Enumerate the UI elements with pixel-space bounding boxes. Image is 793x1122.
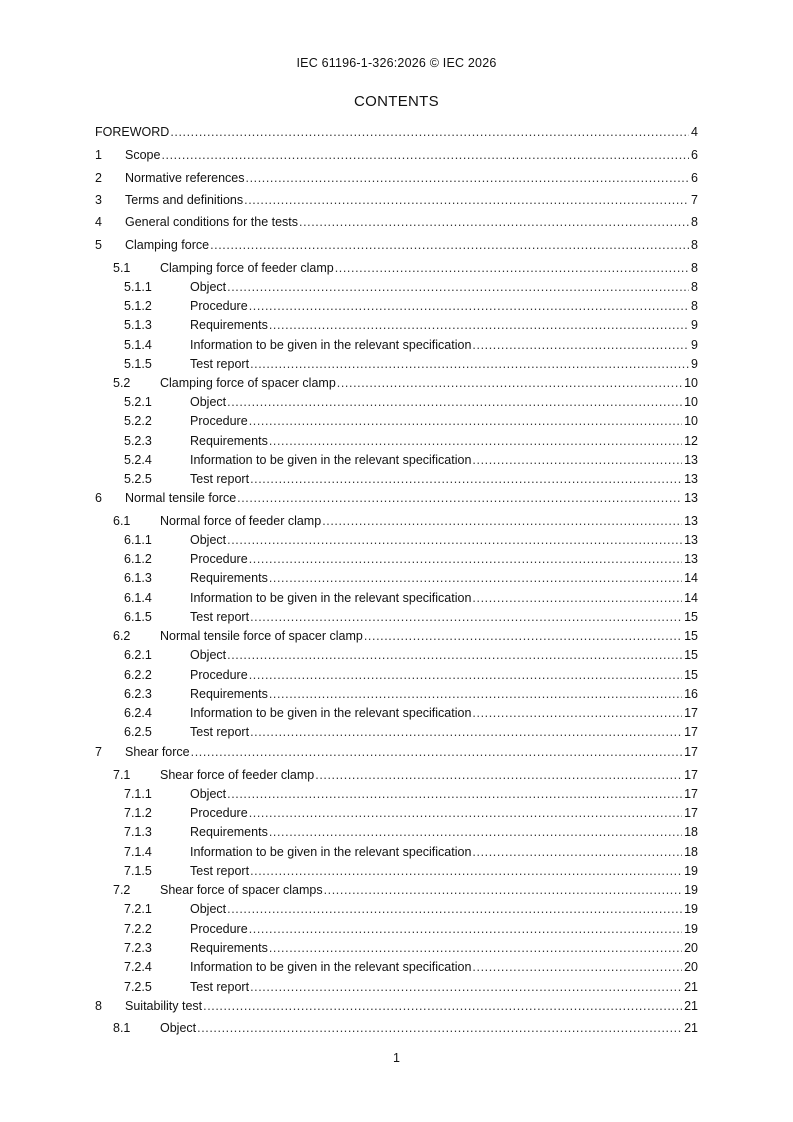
toc-leader-dots	[203, 997, 682, 1015]
toc-entry-number: 7.1.2	[124, 806, 152, 820]
toc-entry[interactable]	[95, 412, 698, 430]
toc-entry-page: 8	[691, 299, 698, 313]
toc-entry-page: 8	[691, 280, 698, 294]
toc-entry-number: 6.1.3	[124, 571, 152, 585]
toc-entry-label: Procedure	[190, 806, 248, 820]
toc-entry[interactable]	[95, 804, 698, 822]
toc-entry-number: 7.1.3	[124, 825, 152, 839]
toc-leader-dots	[249, 666, 682, 684]
toc-entry-number: 7.2.1	[124, 902, 152, 916]
toc-entry-label: Requirements	[190, 318, 268, 332]
toc-leader-dots	[472, 451, 682, 469]
toc-entry-number: 6.2.5	[124, 725, 152, 739]
toc-entry-page: 6	[691, 148, 698, 162]
toc-leader-dots	[269, 685, 682, 703]
toc-entry-page: 8	[691, 238, 698, 252]
toc-leader-dots	[472, 704, 682, 722]
toc-entry-label: Test report	[190, 472, 250, 486]
toc-entry-number: 5.2.5	[124, 472, 152, 486]
toc-entry-label: Requirements	[190, 687, 268, 701]
document-header: IEC 61196-1-326:2026 © IEC 2026	[296, 56, 497, 70]
toc-entry-page: 21	[684, 1021, 698, 1035]
toc-entry-page: 17	[684, 768, 698, 782]
toc-entry[interactable]	[95, 236, 698, 254]
toc-entry-label: Object	[190, 395, 227, 409]
toc-leader-dots	[249, 920, 682, 938]
toc-leader-dots	[269, 939, 682, 957]
toc-leader-dots	[269, 432, 682, 450]
toc-leader-dots	[227, 785, 682, 803]
toc-entry-page: 21	[684, 999, 698, 1013]
toc-leader-dots	[250, 608, 682, 626]
toc-entry-number: 7.1.5	[124, 864, 152, 878]
toc-leader-dots	[246, 169, 690, 187]
toc-entry-label: Information to be given in the relevant specification	[190, 706, 472, 720]
toc-leader-dots	[269, 569, 682, 587]
toc-entry-page: 8	[691, 215, 698, 229]
toc-leader-dots	[227, 900, 682, 918]
toc-entry[interactable]	[95, 666, 698, 684]
toc-entry[interactable]	[95, 169, 698, 187]
toc-entry-number: 7.2.5	[124, 980, 152, 994]
toc-entry-number: 5.1.5	[124, 357, 152, 371]
toc-entry-number: 6.2.3	[124, 687, 152, 701]
toc-entry-label: Test report	[190, 725, 250, 739]
toc-entry-number: 7.2.2	[124, 922, 152, 936]
toc-leader-dots	[269, 823, 682, 841]
toc-entry[interactable]	[95, 862, 698, 880]
toc-entry-page: 17	[684, 706, 698, 720]
toc-entry-page: 8	[691, 261, 698, 275]
toc-entry-label: Procedure	[190, 552, 248, 566]
toc-entry-label: Test report	[190, 357, 250, 371]
toc-entry-page: 4	[691, 125, 698, 139]
toc-entry-label: Normal tensile force	[125, 491, 237, 505]
toc-leader-dots	[299, 213, 689, 231]
toc-entry[interactable]	[95, 470, 698, 488]
toc-entry-label: Requirements	[190, 941, 268, 955]
toc-entry-page: 14	[684, 591, 698, 605]
toc-leader-dots	[249, 297, 689, 315]
toc-leader-dots	[237, 489, 682, 507]
toc-entry-page: 9	[691, 318, 698, 332]
toc-entry[interactable]	[95, 843, 698, 861]
toc-entry[interactable]	[95, 627, 698, 645]
toc-entry[interactable]	[95, 685, 698, 703]
toc-entry-page: 21	[684, 980, 698, 994]
toc-entry-number: 7.1	[113, 768, 131, 782]
toc-leader-dots	[324, 881, 683, 899]
toc-entry-label: Shear force	[125, 745, 190, 759]
toc-entry-label: FOREWORD	[95, 125, 170, 139]
toc-entry-number: 5.1.3	[124, 318, 152, 332]
toc-entry-number: 5.1.4	[124, 338, 152, 352]
toc-entry-number: 7.2	[113, 883, 131, 897]
toc-leader-dots	[364, 627, 682, 645]
toc-leader-dots	[335, 259, 689, 277]
toc-entry-number: 5.2.4	[124, 453, 152, 467]
toc-entry-label: Requirements	[190, 434, 268, 448]
toc-entry-number: 7.1.4	[124, 845, 152, 859]
toc-entry-number: 6.2.2	[124, 668, 152, 682]
toc-entry[interactable]	[95, 978, 698, 996]
toc-entry-page: 17	[684, 787, 698, 801]
toc-entry-number: 1	[95, 148, 102, 162]
toc-entry[interactable]	[95, 608, 698, 626]
toc-entry[interactable]	[95, 336, 698, 354]
toc-entry-number: 5	[95, 238, 102, 252]
toc-entry-page: 7	[691, 193, 698, 207]
toc-entry[interactable]	[95, 743, 698, 761]
toc-entry[interactable]	[95, 785, 698, 803]
toc-entry[interactable]	[95, 920, 698, 938]
toc-leader-dots	[249, 804, 682, 822]
toc-entry[interactable]	[95, 278, 698, 296]
toc-entry-label: General conditions for the tests	[125, 215, 299, 229]
toc-entry-page: 13	[684, 533, 698, 547]
toc-entry-page: 19	[684, 922, 698, 936]
toc-entry-label: Object	[190, 533, 227, 547]
toc-entry-label: Normal tensile force of spacer clamp	[160, 629, 363, 643]
toc-leader-dots	[337, 374, 682, 392]
toc-entry-number: 5.1.1	[124, 280, 152, 294]
toc-entry[interactable]	[95, 958, 698, 976]
toc-entry-label: Clamping force	[125, 238, 210, 252]
toc-entry-page: 19	[684, 864, 698, 878]
toc-entry-label: Terms and definitions	[125, 193, 244, 207]
toc-entry-page: 19	[684, 902, 698, 916]
toc-entry[interactable]	[95, 550, 698, 568]
toc-entry-label: Information to be given in the relevant specification	[190, 591, 472, 605]
toc-entry-number: 6.1.4	[124, 591, 152, 605]
toc-entry-number: 7.2.3	[124, 941, 152, 955]
toc-entry-number: 8	[95, 999, 102, 1013]
toc-entry-label: Normal force of feeder clamp	[160, 514, 322, 528]
toc-entry-label: Information to be given in the relevant specification	[190, 338, 472, 352]
toc-entry-label: Object	[190, 902, 227, 916]
toc-entry-number: 3	[95, 193, 102, 207]
toc-entry-number: 5.2	[113, 376, 131, 390]
toc-entry[interactable]	[95, 393, 698, 411]
toc-entry[interactable]	[95, 900, 698, 918]
toc-entry-page: 15	[684, 668, 698, 682]
toc-entry-number: 6	[95, 491, 102, 505]
toc-leader-dots	[227, 646, 682, 664]
toc-entry[interactable]	[95, 355, 698, 373]
toc-entry-page: 18	[684, 845, 698, 859]
toc-leader-dots	[250, 470, 682, 488]
toc-entry[interactable]	[95, 451, 698, 469]
toc-leader-dots	[227, 393, 682, 411]
toc-leader-dots	[250, 723, 682, 741]
toc-entry-number: 5.2.2	[124, 414, 152, 428]
toc-entry-page: 13	[684, 552, 698, 566]
toc-entry-page: 16	[684, 687, 698, 701]
toc-leader-dots	[472, 336, 689, 354]
toc-entry-number: 5.1	[113, 261, 131, 275]
toc-leader-dots	[269, 316, 689, 334]
toc-entry-page: 12	[684, 434, 698, 448]
toc-entry-label: Test report	[190, 864, 250, 878]
toc-entry-label: Object	[160, 1021, 197, 1035]
toc-entry[interactable]	[95, 704, 698, 722]
toc-leader-dots	[210, 236, 689, 254]
toc-entry[interactable]	[95, 823, 698, 841]
toc-entry-label: Test report	[190, 980, 250, 994]
toc-leader-dots	[250, 862, 682, 880]
toc-entry[interactable]	[95, 146, 698, 164]
toc-entry-page: 9	[691, 357, 698, 371]
toc-entry[interactable]	[95, 374, 698, 392]
toc-entry-label: Procedure	[190, 414, 248, 428]
toc-entry-label: Shear force of feeder clamp	[160, 768, 315, 782]
toc-entry-page: 15	[684, 629, 698, 643]
toc-entry-label: Procedure	[190, 922, 248, 936]
toc-leader-dots	[244, 191, 689, 209]
toc-leader-dots	[249, 550, 682, 568]
toc-entry[interactable]	[95, 569, 698, 587]
toc-leader-dots	[249, 412, 682, 430]
toc-entry[interactable]	[95, 123, 698, 141]
toc-entry-page: 10	[684, 414, 698, 428]
toc-entry-page: 19	[684, 883, 698, 897]
toc-entry-number: 6.1	[113, 514, 131, 528]
toc-entry-number: 5.2.3	[124, 434, 152, 448]
toc-entry-page: 10	[684, 376, 698, 390]
toc-entry-number: 7.1.1	[124, 787, 152, 801]
toc-entry-label: Suitability test	[125, 999, 203, 1013]
toc-entry-number: 6.1.2	[124, 552, 152, 566]
toc-entry[interactable]	[95, 297, 698, 315]
toc-entry[interactable]	[95, 512, 698, 530]
toc-entry-label: Scope	[125, 148, 161, 162]
toc-leader-dots	[197, 1019, 682, 1037]
toc-entry-page: 20	[684, 941, 698, 955]
toc-entry-page: 15	[684, 648, 698, 662]
toc-entry[interactable]	[95, 1019, 698, 1037]
toc-entry-page: 6	[691, 171, 698, 185]
toc-entry-number: 6.2	[113, 629, 131, 643]
toc-entry-label: Procedure	[190, 299, 248, 313]
toc-leader-dots	[250, 978, 682, 996]
toc-entry-label: Information to be given in the relevant specification	[190, 960, 472, 974]
toc-entry[interactable]	[95, 259, 698, 277]
toc-entry[interactable]	[95, 997, 698, 1015]
toc-leader-dots	[250, 355, 689, 373]
toc-entry[interactable]	[95, 489, 698, 507]
toc-leader-dots	[170, 123, 689, 141]
toc-entry-label: Normative references	[125, 171, 245, 185]
toc-entry-page: 18	[684, 825, 698, 839]
toc-entry[interactable]	[95, 939, 698, 957]
toc-leader-dots	[227, 278, 689, 296]
toc-leader-dots	[472, 589, 682, 607]
toc-entry-page: 17	[684, 806, 698, 820]
toc-leader-dots	[227, 531, 682, 549]
toc-entry-page: 13	[684, 491, 698, 505]
toc-leader-dots	[472, 843, 682, 861]
toc-entry[interactable]	[95, 766, 698, 784]
toc-leader-dots	[315, 766, 682, 784]
toc-entry-label: Test report	[190, 610, 250, 624]
toc-entry-page: 17	[684, 745, 698, 759]
toc-leader-dots	[322, 512, 682, 530]
toc-entry-number: 4	[95, 215, 102, 229]
toc-entry-number: 6.1.5	[124, 610, 152, 624]
toc-entry[interactable]	[95, 213, 698, 231]
toc-entry-number: 7.2.4	[124, 960, 152, 974]
toc-entry[interactable]	[95, 646, 698, 664]
toc-entry-label: Clamping force of feeder clamp	[160, 261, 334, 275]
toc-entry-label: Shear force of spacer clamps	[160, 883, 323, 897]
toc-entry-label: Object	[190, 280, 227, 294]
toc-entry-page: 10	[684, 395, 698, 409]
toc-entry[interactable]	[95, 723, 698, 741]
toc-entry-label: Requirements	[190, 825, 268, 839]
toc-entry[interactable]	[95, 589, 698, 607]
toc-entry-label: Requirements	[190, 571, 268, 585]
toc-entry-label: Information to be given in the relevant specification	[190, 453, 472, 467]
toc-entry-number: 6.2.1	[124, 648, 152, 662]
toc-entry-page: 13	[684, 472, 698, 486]
toc-entry-number: 8.1	[113, 1021, 131, 1035]
toc-entry[interactable]	[95, 316, 698, 334]
toc-entry-page: 9	[691, 338, 698, 352]
toc-entry-page: 13	[684, 514, 698, 528]
page-number: 1	[393, 1051, 400, 1065]
toc-entry-number: 5.1.2	[124, 299, 152, 313]
toc-entry-number: 6.1.1	[124, 533, 152, 547]
toc-leader-dots	[191, 743, 682, 761]
toc-entry-page: 13	[684, 453, 698, 467]
toc-entry-page: 17	[684, 725, 698, 739]
contents-title: CONTENTS	[354, 93, 439, 110]
toc-entry-label: Information to be given in the relevant specification	[190, 845, 472, 859]
toc-entry-number: 7	[95, 745, 102, 759]
toc-entry[interactable]	[95, 432, 698, 450]
toc-entry-number: 2	[95, 171, 102, 185]
toc-entry-label: Object	[190, 648, 227, 662]
toc-leader-dots	[161, 146, 689, 164]
toc-entry-page: 14	[684, 571, 698, 585]
toc-entry[interactable]	[95, 191, 698, 209]
toc-entry[interactable]	[95, 881, 698, 899]
toc-entry-page: 20	[684, 960, 698, 974]
toc-entry-label: Clamping force of spacer clamp	[160, 376, 336, 390]
toc-entry-number: 6.2.4	[124, 706, 152, 720]
toc-entry[interactable]	[95, 531, 698, 549]
toc-entry-page: 15	[684, 610, 698, 624]
toc-entry-label: Procedure	[190, 668, 248, 682]
toc-entry-label: Object	[190, 787, 227, 801]
toc-leader-dots	[472, 958, 682, 976]
toc-entry-number: 5.2.1	[124, 395, 152, 409]
